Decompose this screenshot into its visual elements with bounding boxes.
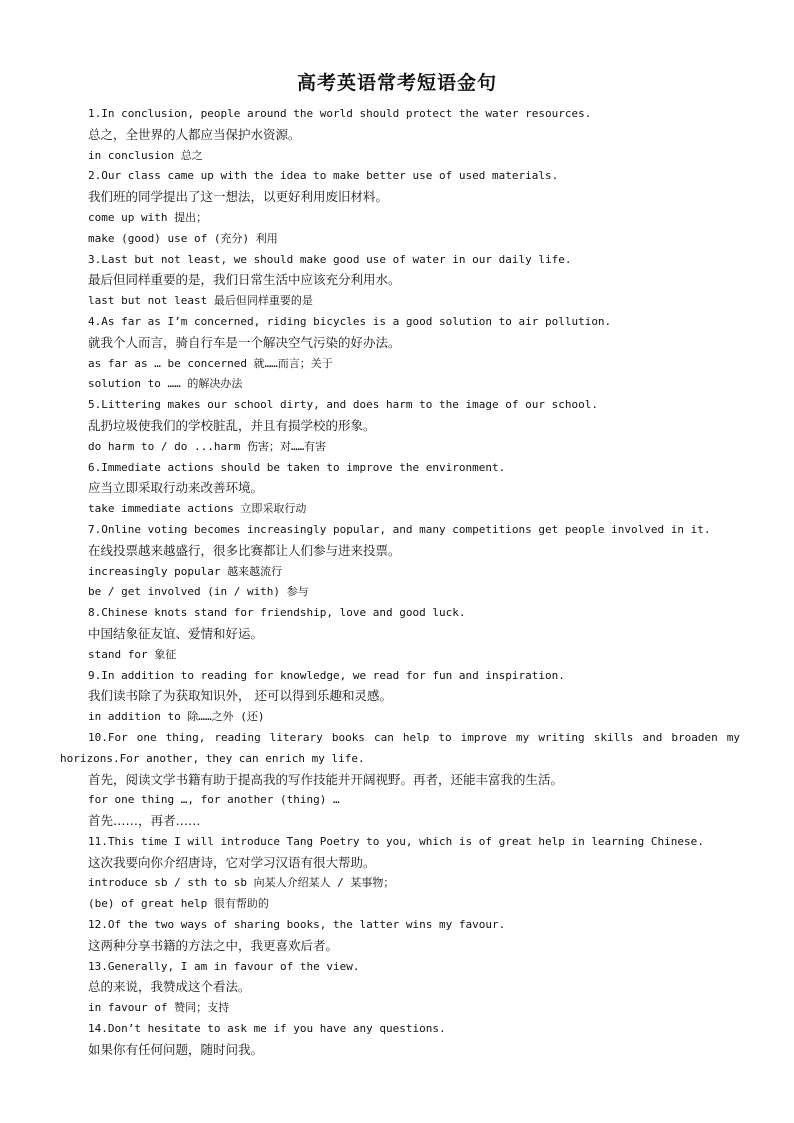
english-sentence: 1.In conclusion, people around the world should protect the water resources. (88, 107, 592, 120)
chinese-translation: 乱扔垃圾使我们的学校脏乱，并且有损学校的形象。 (88, 417, 376, 433)
english-sentence: 4.As far as I’m concerned, riding bicycles is a good solution to air pollution. (88, 314, 612, 328)
english-sentence: 6.Immediate actions should be taken to improve the environment. (88, 460, 506, 474)
chinese-translation: 我们班的同学提出了这一想法，以更好利用废旧材料。 (88, 189, 389, 205)
english-sentence: 5.Littering makes our school dirty, and does harm to the image of our school. (88, 398, 598, 412)
chinese-translation: 就我个人而言，骑自行车是一个解决空气污染的好办法。 (88, 334, 401, 350)
phrase-note: for one thing …, for another (thing) … (88, 793, 340, 807)
phrase-note: (be) of great help 很有帮助的 (88, 897, 269, 911)
english-sentence: 12.Of the two ways of sharing books, the latter wins my favour. (88, 918, 506, 932)
english-sentence: 13.Generally, I am in favour of the view. (88, 959, 360, 973)
phrase-note: in favour of 赞同；支持 (88, 1001, 230, 1015)
phrase-note: come up with 提出； (88, 210, 208, 224)
chinese-translation: 我们读书除了为获取知识外， 还可以得到乐趣和灵感。 (88, 688, 392, 704)
phrase-note: increasingly popular 越来越流行 (88, 564, 283, 578)
english-sentence: 8.Chinese knots stand for friendship, love and good luck. (88, 606, 466, 620)
chinese-translation: 这两种分享书籍的方法之中，我更喜欢后者。 (88, 937, 339, 953)
english-sentence: 14.Don’t hesitate to ask me if you have any questions. (88, 1022, 446, 1036)
chinese-translation: 总之，全世界的人都应当保护水资源。 (88, 126, 301, 142)
phrase-note: in conclusion 总之 (88, 148, 203, 162)
chinese-translation: 首先，阅读文学书籍有助于提高我的写作技能并开阔视野。再者，还能丰富我的生活。 (88, 771, 564, 787)
phrase-note: make (good) use of (充分) 利用 (88, 231, 278, 245)
chinese-translation: 中国结象征友谊、爱情和好运。 (88, 625, 264, 641)
phrase-note: be / get involved (in / with) 参与 (88, 585, 309, 599)
phrase-note: take immediate actions 立即采取行动 (88, 502, 307, 516)
english-sentence: 9.In addition to reading for knowledge, we read for fun and inspiration. (88, 668, 565, 682)
english-sentence: 3.Last but not least, we should make good use of water in our daily life. (88, 252, 572, 266)
chinese-translation: 如果你有任何问题，随时问我。 (88, 1041, 264, 1057)
english-sentence: 7.Online voting becomes increasingly popular, and many competitions get people involved in it. (88, 522, 711, 536)
phrase-note: solution to …… 的解决办法 (88, 377, 243, 391)
document-title: 高考英语常考短语金句 (296, 72, 497, 94)
document-body (60, 104, 740, 1061)
chinese-translation: 应当立即采取行动来改善环境。 (88, 480, 264, 496)
chinese-translation: 在线投票越来越盛行，很多比赛都让人们参与进来投票。 (88, 542, 401, 558)
english-sentence: 2.Our class came up with the idea to make better use of used materials. (88, 169, 559, 183)
chinese-translation: 最后但同样重要的是，我们日常生活中应该充分利用水。 (88, 272, 401, 288)
phrase-note: do harm to / do ...harm 伤害；对……有害 (88, 439, 327, 453)
phrase-note: as far as … be concerned 就……而言；关于 (88, 356, 333, 370)
chinese-translation: 首先……，再者…… (88, 813, 201, 829)
english-sentence: 10.For one thing, reading literary books can help to improve my writing skills and broaden my horizons.For another, they can enrich my life. (60, 730, 740, 765)
phrase-note: last but not least 最后但同样重要的是 (88, 294, 313, 308)
chinese-translation: 总的来说，我赞成这个看法。 (88, 979, 251, 995)
phrase-note: introduce sb / sth to sb 向某人介绍某人 / 某事物； (88, 876, 395, 890)
english-sentence: 11.This time I will introduce Tang Poetry to you, which is of great help in learning Chinese. (88, 834, 704, 848)
phrase-note: stand for 象征 (88, 647, 177, 661)
phrase-note: in addition to 除……之外 (还) (88, 710, 265, 724)
chinese-translation: 这次我要向你介绍唐诗，它对学习汉语有很大帮助。 (88, 854, 376, 870)
